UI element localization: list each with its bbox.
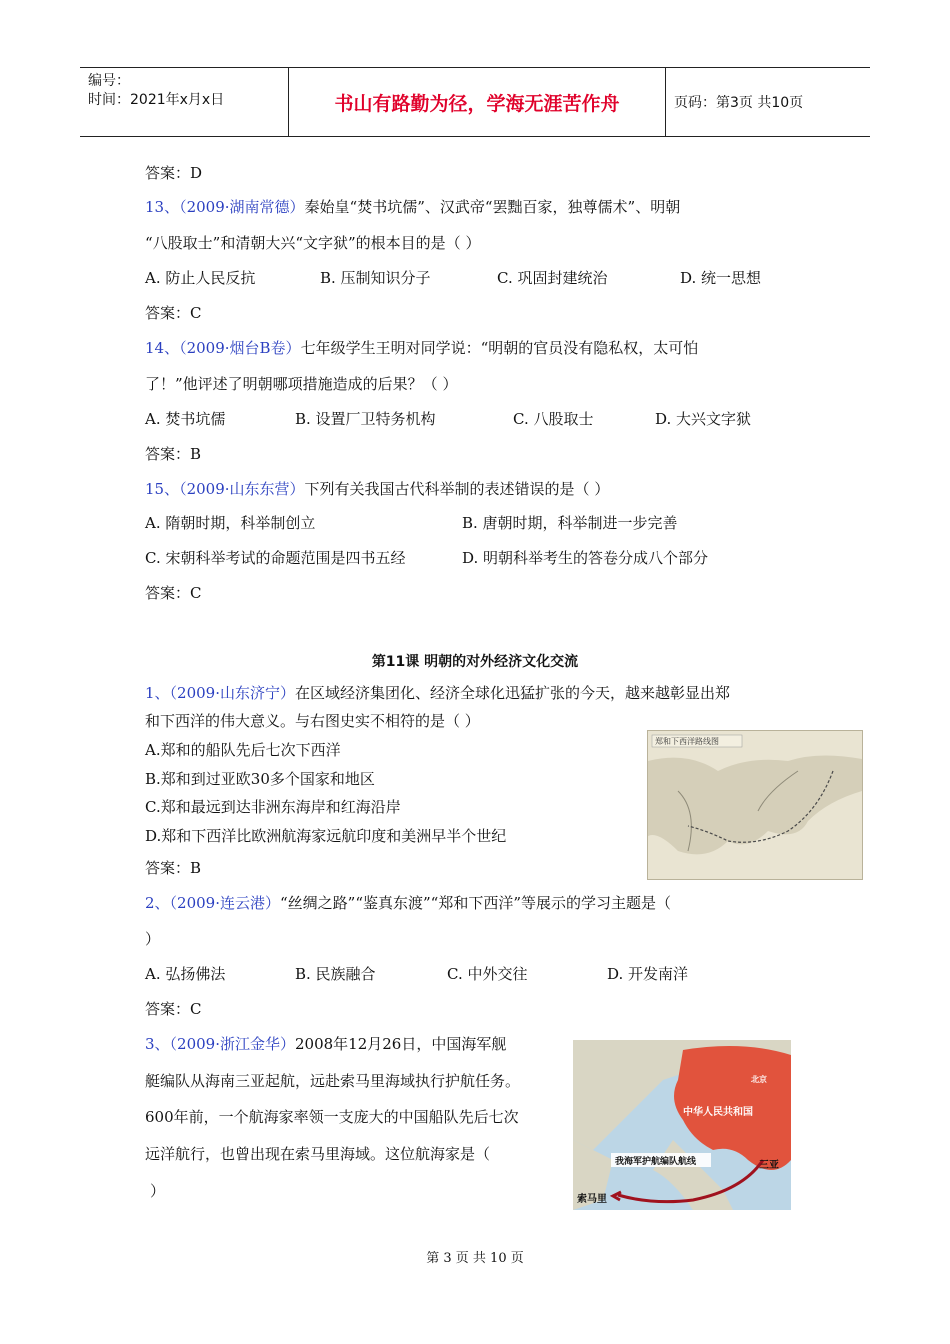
map-label-somalia: 索马里 <box>577 1194 607 1205</box>
zhenghe-map-graphic <box>648 731 862 879</box>
map-label-route: 我海军护航编队航线 <box>615 1157 697 1167</box>
map-label-beijing: 北京 <box>751 1075 767 1084</box>
q14-stem <box>145 337 698 358</box>
navy-map-graphic <box>573 1040 791 1210</box>
q13-text-1: 秦始皇“焚书坑儒”、汉武帝“罢黜百家，独尊儒术”、明朝 <box>304 198 681 216</box>
l3-stem <box>145 1033 506 1054</box>
q14-text-2: 了！”他评述了明朝哪项措施造成的后果？（ ） <box>145 375 458 393</box>
l3-text-1: 2008年12月26日，中国海军舰 <box>295 1035 507 1053</box>
q13-option-a: A. 防止人民反抗 <box>145 269 256 287</box>
q13-option-b: B. 压制知识分子 <box>320 269 431 287</box>
q14-option-b: B. 设置厂卫特务机构 <box>295 410 436 428</box>
q14-answer: 答案：B <box>145 445 202 463</box>
q15-option-c: C. 宋朝科举考试的命题范围是四书五经 <box>145 549 406 567</box>
q13-option-c: C. 巩固封建统治 <box>497 269 608 287</box>
q13-stem <box>145 196 680 217</box>
l1-text-2: 和下西洋的伟大意义。与右图史实不相符的是（ ） <box>145 712 480 730</box>
q14-option-c: C. 八股取士 <box>513 410 594 428</box>
page-footer: 第 3 页 共 10 页 <box>426 1251 524 1266</box>
q14-option-d: D. 大兴文字狱 <box>655 410 752 428</box>
l1-option-b: B.郑和到过亚欧30多个国家和地区 <box>145 770 375 788</box>
l2-text-2: ） <box>145 930 161 948</box>
q15-option-a: A. 隋朝时期，科举制创立 <box>145 514 316 532</box>
map-label-china: 中华人民共和国 <box>683 1107 753 1118</box>
zhenghe-voyage-map <box>647 730 863 880</box>
l3-text-3: 600年前，一个航海家率领一支庞大的中国船队先后七次 <box>145 1108 519 1126</box>
l1-number: 1、 <box>145 684 170 702</box>
l1-source: （2009·山东济宁） <box>169 684 295 702</box>
l1-option-c: C.郑和最远到达非洲东海岸和红海沿岸 <box>145 798 401 816</box>
l3-text-5: ） <box>150 1182 166 1200</box>
l3-text-4: 远洋航行，也曾出现在索马里海域。这位航海家是（ <box>145 1145 491 1163</box>
q14-source: （2009·烟台B卷） <box>179 339 301 357</box>
q15-option-b: B. 唐朝时期，科举制进一步完善 <box>462 514 678 532</box>
q13-number: 13、 <box>145 198 180 216</box>
l3-number: 3、 <box>145 1035 170 1053</box>
number-label: 编号： <box>88 73 130 89</box>
l2-text-1: “丝绸之路”“鉴真东渡”“郑和下西洋”等展示的学习主题是（ <box>280 894 672 912</box>
l2-answer: 答案：C <box>145 1000 202 1018</box>
lesson-title: 第11课 明朝的对外经济文化交流 <box>371 654 579 670</box>
l2-option-a: A. 弘扬佛法 <box>145 965 226 983</box>
l2-option-d: D. 开发南洋 <box>607 965 689 983</box>
q12-answer: 答案：D <box>145 164 203 182</box>
q15-source: （2009·山东东营） <box>179 480 305 498</box>
header-motto: 书山有路勤为径，学海无涯苦作舟 <box>289 68 666 136</box>
q15-option-d: D. 明朝科举考生的答卷分成八个部分 <box>462 549 709 567</box>
q13-answer: 答案：C <box>145 304 202 322</box>
l1-stem <box>145 682 730 703</box>
l1-option-d: D.郑和下西洋比欧洲航海家远航印度和美洲早半个世纪 <box>145 827 507 845</box>
q13-source: （2009·湖南常德） <box>179 198 305 216</box>
q14-number: 14、 <box>145 339 180 357</box>
header-meta <box>80 68 289 136</box>
q13-option-d: D. 统一思想 <box>680 269 762 287</box>
q15-answer: 答案：C <box>145 584 202 602</box>
l3-source: （2009·浙江金华） <box>169 1035 295 1053</box>
l2-option-c: C. 中外交往 <box>447 965 528 983</box>
q14-option-a: A. 焚书坑儒 <box>145 410 226 428</box>
q15-number: 15、 <box>145 480 180 498</box>
q13-text-2: “八股取士”和清朝大兴“文字狱”的根本目的是（ ） <box>145 234 481 252</box>
l2-option-b: B. 民族融合 <box>295 965 376 983</box>
l2-source: （2009·连云港） <box>169 894 280 912</box>
page-header <box>80 67 870 137</box>
navy-escort-map <box>573 1040 791 1210</box>
l1-option-a: A.郑和的船队先后七次下西洋 <box>145 741 341 759</box>
l3-text-2: 艇编队从海南三亚起航，远赴索马里海域执行护航任务。 <box>145 1072 521 1090</box>
q15-stem <box>145 478 609 499</box>
l2-number: 2、 <box>145 894 170 912</box>
q15-text-1: 下列有关我国古代科举制的表述错误的是（ ） <box>304 480 610 498</box>
l1-answer: 答案：B <box>145 859 202 877</box>
l1-text-1: 在区域经济集团化、经济全球化迅猛扩张的今天，越来越彰显出郑 <box>295 684 731 702</box>
time-label: 时间：2021年x月x日 <box>88 92 225 108</box>
page-label: 页码：第3页 共10页 <box>674 95 804 111</box>
map-label-sanya: 三亚 <box>759 1160 779 1171</box>
q14-text-1: 七年级学生王明对同学说：“明朝的官员没有隐私权，太可怕 <box>300 339 699 357</box>
zhenghe-map-caption: 郑和下西洋路线图 <box>655 737 719 746</box>
l2-stem <box>145 892 671 913</box>
